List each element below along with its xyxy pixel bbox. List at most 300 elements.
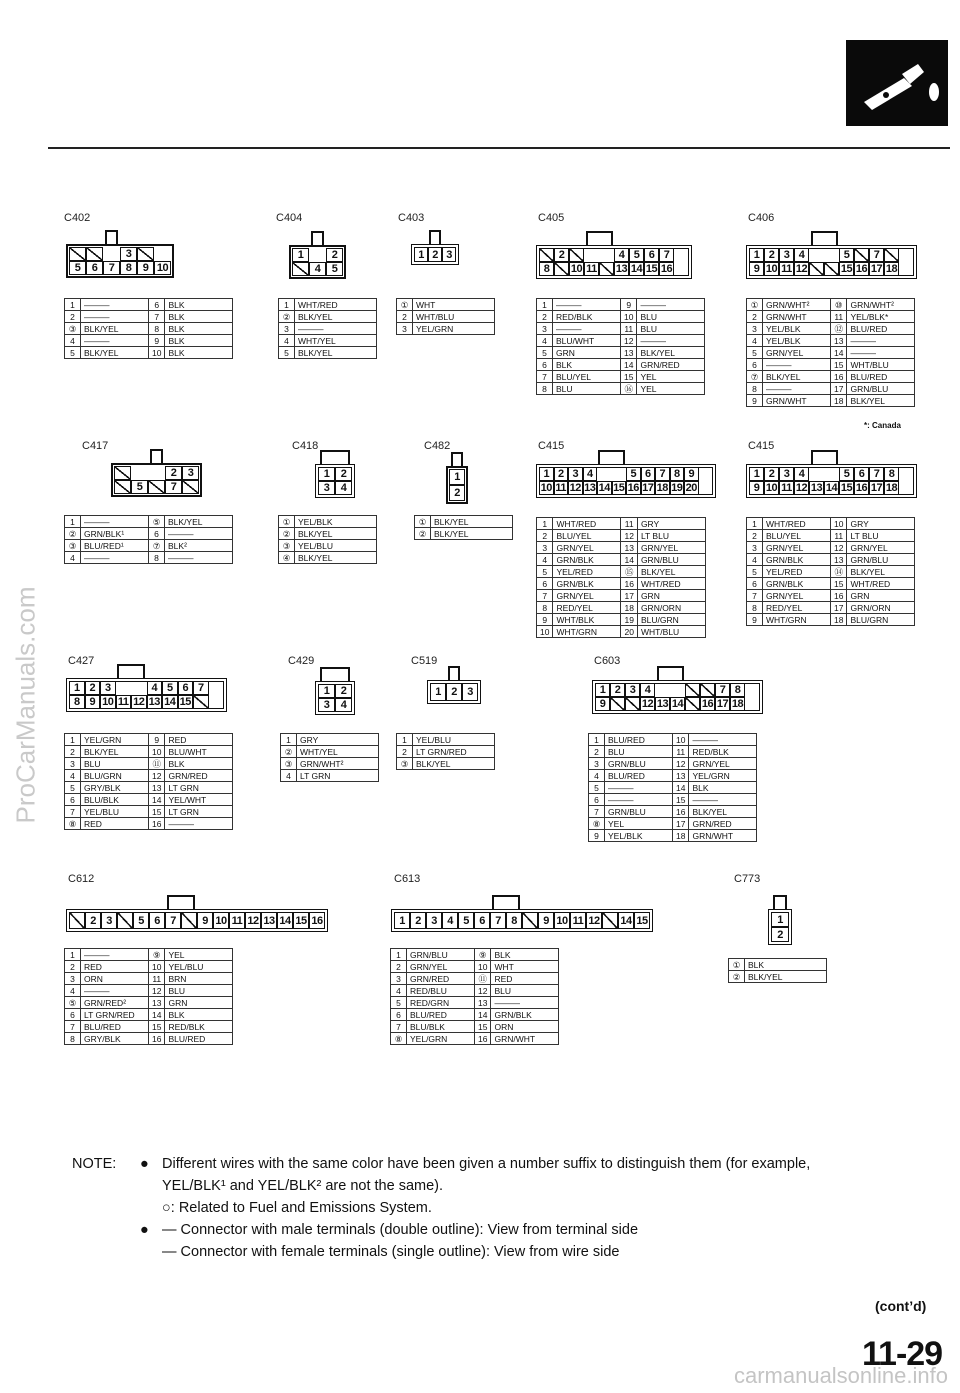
empty-cavity (86, 247, 103, 261)
wire-color-cell: YEL (165, 949, 233, 961)
table-row (65, 806, 233, 818)
terminal-cell: 16 (673, 806, 689, 818)
cavity-gap (699, 481, 714, 495)
wire-color-cell: RED/BLU (407, 985, 475, 997)
terminal-number: 8 (506, 912, 522, 929)
connector-diagram-c415b (746, 464, 917, 498)
terminal-number: 5 (162, 681, 178, 695)
terminal-number: 12 (131, 695, 147, 709)
table-row (391, 1009, 559, 1021)
terminal-cell: 16 (149, 818, 165, 830)
terminal-cell: 2 (391, 961, 407, 973)
terminal-cell: 7 (391, 1021, 407, 1033)
terminal-cell: 15 (673, 794, 689, 806)
terminal-cell: 17 (831, 383, 847, 395)
pin-grid (539, 467, 713, 495)
terminal-number: 8 (120, 261, 137, 275)
wire-color-cell: YEL/BLU (295, 540, 377, 552)
terminal-number: 5 (133, 912, 149, 929)
table-row (65, 1021, 233, 1033)
table-row (589, 782, 757, 794)
terminal-cell: 10 (673, 734, 689, 746)
terminal-number: 7 (869, 248, 884, 262)
wire-color-cell: ——— (165, 818, 233, 830)
empty-cavity (854, 248, 869, 262)
connector-diagram-c429 (315, 681, 355, 715)
terminal-number: 15 (634, 912, 650, 929)
table-row (65, 746, 233, 758)
empty-cavity (569, 248, 584, 262)
wire-color-cell: BLK/YEL (81, 347, 149, 359)
cavity-gap (745, 683, 760, 697)
terminal-cell: ② (279, 528, 295, 540)
connector-label-c404: C404 (276, 212, 303, 224)
table-row (397, 746, 495, 758)
wire-color-cell: BLU/YEL (553, 530, 621, 542)
terminal-number: 14 (825, 482, 838, 494)
pin-grid (539, 248, 689, 276)
empty-cavity (137, 247, 154, 261)
terminal-cell: 6 (589, 794, 605, 806)
cavity-gap (116, 681, 132, 695)
wire-color-cell: BLU/RED (605, 734, 673, 746)
table-row (397, 758, 495, 770)
wire-table-c613 (390, 948, 559, 1045)
wire-color-cell: BLU/RED (165, 1033, 233, 1045)
wire-color-cell: BRN (165, 973, 233, 985)
wire-color-cell: BLK/YEL (295, 311, 377, 323)
table-row (747, 614, 915, 626)
terminal-number: 5 (69, 261, 86, 275)
terminal-number: 9 (595, 697, 610, 711)
table-row (747, 395, 915, 407)
table-row (537, 383, 705, 395)
terminal-number: 15 (645, 263, 658, 275)
terminal-cell: ⑧ (589, 818, 605, 830)
connector-label-c427: C427 (68, 655, 95, 667)
table-row (537, 323, 705, 335)
terminal-cell: ⑪ (475, 973, 491, 985)
terminal-cell: 11 (673, 746, 689, 758)
terminal-number: 1 (394, 912, 410, 929)
terminal-number: 2 (554, 467, 569, 481)
connector-label-c429: C429 (288, 655, 315, 667)
terminal-number: 5 (839, 248, 854, 262)
terminal-cell: 1 (397, 734, 413, 746)
wire-color-cell: ——— (165, 528, 233, 540)
table-row (279, 299, 377, 311)
terminal-cell: ⑨ (475, 949, 491, 961)
wire-color-cell: GRN (553, 347, 621, 359)
cavity-gap (899, 481, 914, 495)
wire-color-cell: WHT/GRN (553, 626, 621, 638)
terminal-number: 9 (684, 467, 699, 481)
cavity-gap (655, 683, 670, 697)
terminal-cell: 4 (747, 554, 763, 566)
terminal-cell: 9 (149, 734, 165, 746)
wire-color-cell: GRN/RED (165, 770, 233, 782)
table-row (391, 985, 559, 997)
empty-cavity (193, 695, 209, 709)
wire-color-cell: WHT/RED (847, 578, 915, 590)
terminal-cell: 16 (831, 590, 847, 602)
terminal-cell: 12 (149, 985, 165, 997)
terminal-number: 6 (86, 261, 103, 275)
connector-diagram-c519 (427, 680, 481, 704)
terminal-number: 3 (101, 912, 117, 929)
wire-color-cell: RED (165, 734, 233, 746)
terminal-cell: 13 (831, 335, 847, 347)
terminal-number: 1 (430, 683, 446, 701)
table-row (537, 614, 706, 626)
terminal-cell: 2 (537, 530, 553, 542)
wire-color-cell: BLK (165, 311, 233, 323)
cavity-gap (599, 248, 614, 262)
terminal-cell: 1 (281, 734, 297, 746)
terminal-number: 9 (538, 912, 554, 929)
terminal-cell: 4 (281, 770, 297, 782)
table-row (415, 516, 513, 528)
terminal-number: 2 (326, 248, 343, 262)
terminal-cell: 20 (621, 626, 637, 638)
wire-color-cell: ——— (295, 323, 377, 335)
terminal-cell: 2 (537, 311, 553, 323)
terminal-cell: 5 (537, 347, 553, 359)
wire-color-cell: BLK/YEL (847, 395, 915, 407)
terminal-number: 3 (182, 466, 199, 480)
terminal-number: 15 (840, 263, 853, 275)
table-row (65, 961, 233, 973)
wire-table-c612 (64, 948, 233, 1045)
empty-cavity (599, 262, 614, 276)
wire-table-c427 (64, 733, 233, 830)
pin-grid (430, 683, 478, 701)
header-rule (48, 147, 950, 149)
terminal-cell: 15 (831, 359, 847, 371)
table-row (65, 782, 233, 794)
terminal-number: 18 (885, 482, 898, 494)
wire-color-cell: BLK/YEL (689, 806, 757, 818)
terminal-number: 3 (442, 247, 456, 262)
terminal-cell: ⑭ (831, 566, 847, 578)
terminal-number: 1 (69, 681, 85, 695)
fuel-nozzle-icon (846, 40, 948, 126)
terminal-number: 5 (458, 912, 474, 929)
terminal-number: 3 (100, 681, 116, 695)
pin-grid (749, 467, 914, 495)
wire-color-cell: GRN/YEL (407, 961, 475, 973)
terminal-cell: 6 (747, 359, 763, 371)
cavity-gap (809, 248, 824, 262)
empty-cavity (685, 683, 700, 697)
terminal-cell: 2 (397, 746, 413, 758)
terminal-cell: ③ (65, 323, 81, 335)
table-row (281, 746, 379, 758)
wire-color-cell: ——— (81, 552, 149, 564)
wire-color-cell: LT GRN (165, 782, 233, 794)
terminal-cell: 15 (621, 371, 637, 383)
table-row (391, 997, 559, 1009)
wire-color-cell: ——— (491, 997, 559, 1009)
terminal-cell: 12 (621, 335, 637, 347)
terminal-cell: ⑨ (149, 949, 165, 961)
terminal-number: 14 (630, 263, 643, 275)
connector-diagram-c418 (315, 464, 355, 498)
terminal-cell: 6 (391, 1009, 407, 1021)
wire-color-cell: BLK (165, 347, 233, 359)
wire-color-cell: GRN/YEL (763, 347, 831, 359)
empty-cavity (148, 480, 165, 494)
wire-color-cell: BLK/YEL (295, 528, 377, 540)
terminal-number: 5 (839, 467, 854, 481)
pin-grid (114, 466, 199, 494)
wire-color-cell: BLU/GRN (847, 614, 915, 626)
terminal-cell: 10 (149, 347, 165, 359)
pin-grid (69, 912, 325, 929)
table-row (65, 323, 233, 335)
terminal-cell: ① (397, 299, 413, 311)
table-row (391, 1033, 559, 1045)
table-row (279, 335, 377, 347)
side-watermark (6, 405, 46, 1005)
terminal-cell: 5 (391, 997, 407, 1009)
connector-diagram-c403 (411, 244, 459, 265)
wire-color-cell: YEL/GRN (81, 734, 149, 746)
wire-color-cell: WHT/YEL (297, 746, 379, 758)
wire-color-cell: ——— (165, 552, 233, 564)
cavity-gap (309, 248, 326, 262)
terminal-number: 3 (625, 683, 640, 697)
wire-color-cell: ——— (81, 949, 149, 961)
terminal-number: 6 (854, 467, 869, 481)
wire-color-cell: BLU/BLK (407, 1021, 475, 1033)
terminal-number: 20 (685, 482, 697, 494)
wire-color-cell: GRN/YEL (689, 758, 757, 770)
table-row (589, 818, 757, 830)
terminal-cell: 14 (621, 554, 637, 566)
terminal-number: 18 (656, 482, 668, 494)
terminal-number: 14 (277, 912, 293, 929)
terminal-number: 2 (165, 466, 182, 480)
terminal-cell: 1 (537, 299, 553, 311)
terminal-cell: 2 (747, 311, 763, 323)
wire-color-cell: BLK (165, 335, 233, 347)
wire-color-cell: YEL/GRN (689, 770, 757, 782)
terminal-cell: ⑧ (65, 818, 81, 830)
cavity-gap (674, 248, 689, 262)
wire-color-cell: WHT/BLU (637, 626, 705, 638)
wire-color-cell: BLK² (165, 540, 233, 552)
table-row (537, 530, 706, 542)
terminal-number: 2 (771, 927, 789, 942)
empty-cavity (602, 912, 618, 929)
wire-color-cell: BLU (605, 746, 673, 758)
terminal-cell: 10 (475, 961, 491, 973)
terminal-cell: ⑪ (149, 758, 165, 770)
terminal-number: 3 (426, 912, 442, 929)
wire-color-cell: GRN/BLK (763, 578, 831, 590)
table-row (65, 516, 233, 528)
terminal-cell: 12 (475, 985, 491, 997)
connector-label-c406: C406 (748, 212, 775, 224)
terminal-cell: 16 (149, 1033, 165, 1045)
connector-diagram-c612 (66, 909, 328, 932)
connector-diagram-c773 (768, 909, 792, 945)
terminal-number: 2 (764, 467, 779, 481)
wire-color-cell: BLU/BLK (81, 794, 149, 806)
terminal-cell: ② (729, 971, 745, 983)
terminal-cell: 5 (537, 566, 553, 578)
table-row (65, 734, 233, 746)
table-row (729, 971, 827, 983)
table-row (279, 516, 377, 528)
wire-color-cell: BLU (165, 985, 233, 997)
table-row (537, 335, 705, 347)
terminal-number: 10 (765, 482, 778, 494)
cavity-gap (809, 467, 824, 481)
terminal-number: 10 (100, 695, 116, 709)
empty-cavity (69, 912, 85, 929)
terminal-cell: ③ (279, 540, 295, 552)
terminal-number: 12 (245, 912, 261, 929)
table-row (65, 335, 233, 347)
terminal-cell: 1 (747, 518, 763, 530)
table-row (65, 540, 233, 552)
terminal-cell: 1 (65, 734, 81, 746)
wire-color-cell: BLK (165, 299, 233, 311)
wire-color-cell: RED/BLK (689, 746, 757, 758)
connector-label-c405: C405 (538, 212, 565, 224)
table-row (279, 552, 377, 564)
terminal-cell: 11 (621, 323, 637, 335)
terminal-cell: 9 (747, 614, 763, 626)
connector-diagram-c415a (536, 464, 716, 498)
terminal-cell: 2 (589, 746, 605, 758)
terminal-number: 5 (131, 480, 148, 494)
wire-color-cell: BLU/GRN (637, 614, 705, 626)
cavity-gap (824, 248, 839, 262)
pin-grid (449, 469, 465, 501)
wire-color-cell: GRN/BLK (553, 554, 621, 566)
table-row (747, 299, 915, 311)
wire-color-cell: GRN/YEL (763, 590, 831, 602)
connector-label-c417: C417 (82, 440, 109, 452)
terminal-number: 8 (730, 683, 745, 697)
wire-color-cell: BLK/YEL (165, 516, 233, 528)
terminal-cell: 1 (391, 949, 407, 961)
wire-color-cell: WHT/BLK (553, 614, 621, 626)
terminal-cell: 11 (621, 518, 637, 530)
terminal-number: 17 (716, 698, 729, 710)
table-row (65, 949, 233, 961)
terminal-cell: 8 (149, 323, 165, 335)
table-row (391, 973, 559, 985)
connector-label-c773: C773 (734, 873, 761, 885)
wire-color-cell: ——— (847, 347, 915, 359)
terminal-cell: 1 (65, 516, 81, 528)
terminal-cell: 14 (831, 347, 847, 359)
terminal-number: 9 (749, 481, 764, 495)
terminal-cell: 13 (475, 997, 491, 1009)
terminal-number: 4 (442, 912, 458, 929)
table-row (279, 347, 377, 359)
connector-diagram-c405 (536, 245, 692, 279)
note-line-2: YEL/BLK¹ and YEL/BLK² are not the same). (162, 1178, 444, 1194)
terminal-cell: 17 (621, 590, 637, 602)
terminal-cell: ⑮ (621, 566, 637, 578)
table-row (65, 758, 233, 770)
terminal-cell: 2 (65, 311, 81, 323)
wire-color-cell: GRN/BLK¹ (81, 528, 149, 540)
wire-color-cell: WHT (413, 299, 495, 311)
terminal-number: 2 (764, 248, 779, 262)
cavity-gap (597, 467, 612, 481)
table-row (747, 566, 915, 578)
terminal-cell: 8 (65, 1033, 81, 1045)
wire-table-c405 (536, 298, 705, 395)
wire-color-cell: GRY (297, 734, 379, 746)
wire-color-cell: YEL/BLK (295, 516, 377, 528)
terminal-cell: 5 (589, 782, 605, 794)
table-row (397, 299, 495, 311)
wire-color-cell: WHT (491, 961, 559, 973)
terminal-number: 4 (583, 467, 598, 481)
cavity-gap (131, 681, 147, 695)
wire-color-cell: YEL (637, 371, 705, 383)
terminal-cell: 4 (279, 335, 295, 347)
wire-color-cell: YEL/RED (763, 566, 831, 578)
table-row (537, 371, 705, 383)
wire-color-cell: GRN/ORN (847, 602, 915, 614)
cavity-gap (131, 466, 148, 480)
wire-color-cell: BLU (553, 383, 621, 395)
terminal-number: 2 (610, 683, 625, 697)
wire-color-cell: ——— (553, 299, 621, 311)
wire-color-cell: GRN/WHT (763, 311, 831, 323)
wire-color-cell: YEL/RED (553, 566, 621, 578)
terminal-number: 13 (615, 263, 628, 275)
cavity-gap (899, 248, 914, 262)
wire-color-cell: RED/GRN (407, 997, 475, 1009)
table-row (589, 794, 757, 806)
wire-color-cell: BLK (165, 323, 233, 335)
wire-color-cell: ORN (491, 1021, 559, 1033)
table-row (391, 961, 559, 973)
cavity-gap (674, 262, 689, 276)
connector-diagram-c404 (289, 245, 346, 279)
wire-color-cell: BLU (637, 323, 705, 335)
terminal-cell: 14 (149, 1009, 165, 1021)
terminal-cell: 7 (747, 590, 763, 602)
terminal-cell: 4 (65, 552, 81, 564)
terminal-cell: ② (415, 528, 431, 540)
note-row-2 (72, 1175, 942, 1197)
wire-color-cell: WHT/RED (763, 518, 831, 530)
terminal-cell: 16 (621, 578, 637, 590)
terminal-cell: 3 (537, 323, 553, 335)
terminal-number: 17 (870, 263, 883, 275)
table-row (589, 806, 757, 818)
wire-color-cell: ——— (81, 985, 149, 997)
table-row (747, 335, 915, 347)
wire-color-cell: ——— (763, 383, 831, 395)
terminal-cell: ④ (279, 552, 295, 564)
wire-color-cell: YEL/BLK (605, 830, 673, 842)
terminal-number: 12 (586, 912, 602, 929)
empty-cavity (69, 247, 86, 261)
table-row (65, 299, 233, 311)
table-row (589, 758, 757, 770)
